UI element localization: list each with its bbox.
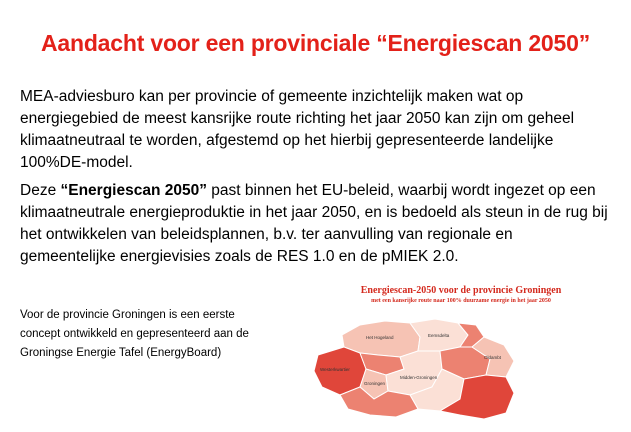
groningen-map-figure	[300, 285, 622, 425]
intro-paragraph: MEA-adviesburo kan per provincie of gemeente inzichtelijk maken wat op energiegebied de meest kansrijke route richting het jaar 2050 kan zijn om geheel klimaatneutraal te worden, afgestemd op het hierbij gepresenteerde landelijke 100%DE-model.	[20, 88, 575, 171]
groningen-note: Voor de provincie Groningen is een eerste concept ontwikkeld en gepresenteerd aan de Groningse Energie Tafel (EnergyBoard)	[20, 309, 249, 359]
policy-suffix: past binnen het EU-beleid, waarbij wordt ingezet op een klimaatneutrale energieproduktie in het jaar 2050, en is bedoeld als steun in de rug bij het ontwikkelen van beleidsplannen, b.v. ter aanvulling van regionale en gemeentelijke energievisies zoals de RES 1.0 en de pMIEK 2.0.	[20, 182, 608, 265]
groningen-map	[300, 307, 622, 425]
policy-paragraph	[20, 180, 612, 268]
policy-highlight: “Energiescan 2050”	[60, 182, 207, 199]
map-subtitle: met een kansrijke route naar 100% duurzame energie in het jaar 2050	[371, 298, 551, 304]
slide-title: Aandacht voor een provinciale “Energiescan 2050”	[40, 30, 590, 56]
map-title: Energiescan-2050 voor de provincie Groningen	[360, 285, 562, 296]
policy-prefix: Deze	[20, 182, 61, 199]
label-westerkwartier: Westerkwartier	[320, 367, 350, 372]
label-midden-groningen: Midden-Groningen	[400, 375, 438, 380]
label-eemsdelta: Eemsdelta	[428, 333, 450, 338]
label-het-hogeland: Het Hogeland	[366, 335, 394, 340]
label-oldambt: Oldambt	[484, 355, 502, 360]
label-groningen: Groningen	[364, 381, 386, 386]
